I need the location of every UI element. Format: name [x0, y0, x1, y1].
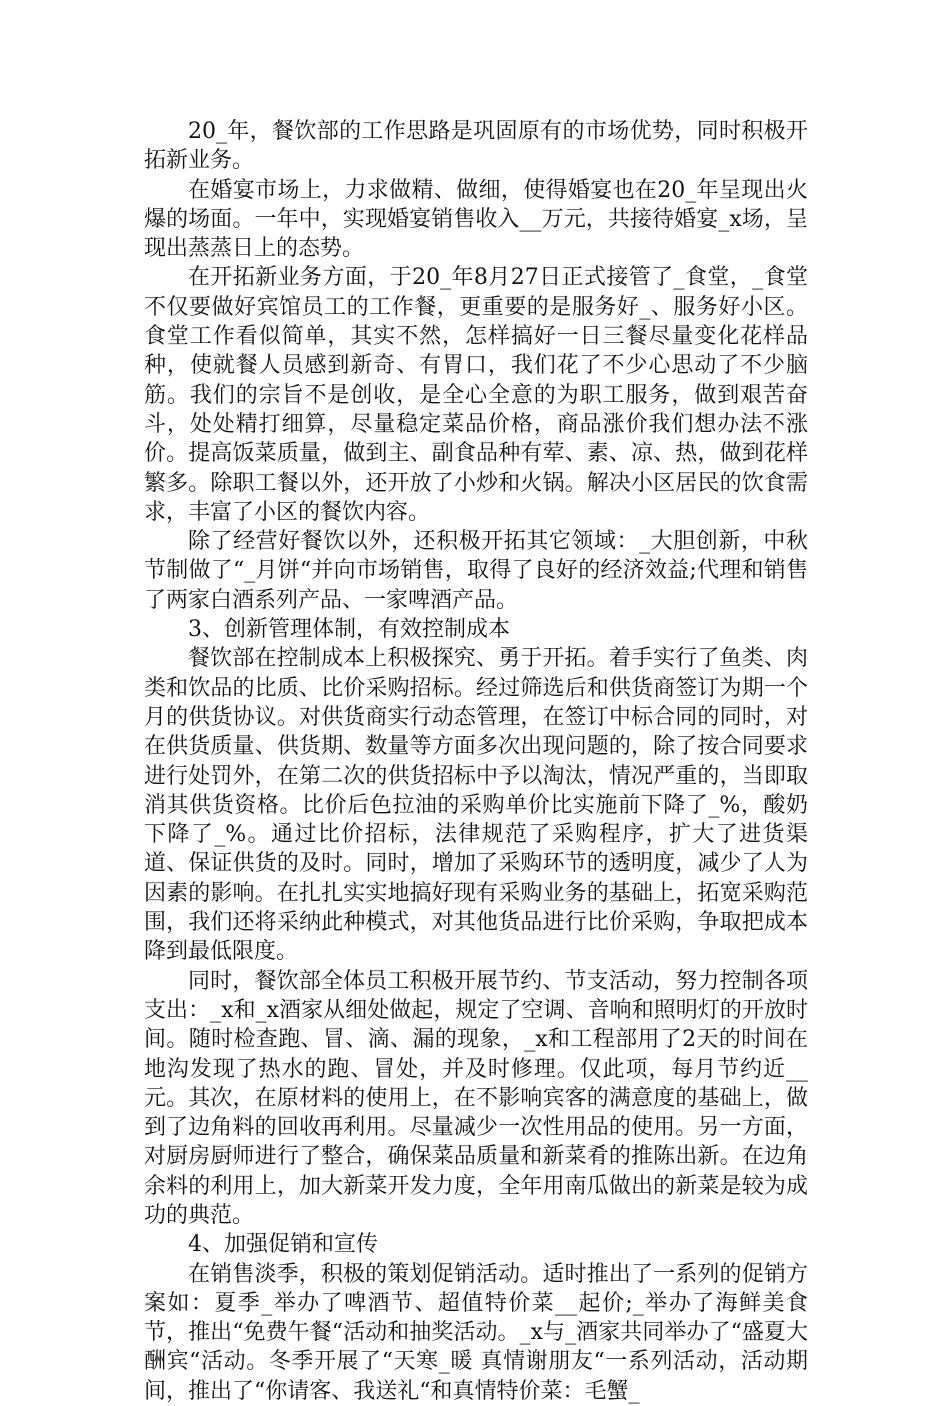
paragraph-work-strategy: 20_年，餐饮部的工作思路是巩固原有的市场优势，同时积极开拓新业务。 — [144, 119, 808, 174]
paragraph-wedding-market: 在婚宴市场上，力求做精、做细，使得婚宴也在20_年呈现出火爆的场面。一年中，实现婚宴销售收入__万元，共接待婚宴_x场，呈现出蒸蒸日上的态势。 — [144, 177, 808, 262]
paragraph-new-business: 在开拓新业务方面，于20_年8月27日正式接管了_食堂，_食堂不仅要做好宾馆员工的工作餐，更重要的是服务好_、服务好小区。食堂工作看似简单，其实不然，怎样搞好一日三餐尽量变化花样品种，使就餐人员感到新奇、有胃口，我们花了不少心思动了不少脑筋。我们的宗旨不是创收，是全心全意的为职工服务，做到艰苦奋斗，处处精打细算，尽量稳定菜品价格，商品涨价我们想办法不涨价。提高饭菜质量，做到主、副食品种有荤、素、凉、热，做到花样繁多。除职工餐以外，还开放了小炒和火锅。解决小区居民的饮食需求，丰富了小区的餐饮内容。 — [144, 265, 808, 525]
paragraph-promotion-activities: 在销售淡季，积极的策划促销活动。适时推出了一系列的促销方案如：夏季_举办了啤酒节、超值特价菜__起价;_举办了海鲜美食节，推出“免费午餐“活动和抽奖活动。_x与_酒家共同举办了“盛夏大酬宾“活动。冬季开展了“天寒_暖 真情谢朋友“一系列活动，活动期间，推出了“你请客、我送礼“和真情特价菜：毛蟹_ — [144, 1261, 808, 1404]
paragraph-procurement: 餐饮部在控制成本上积极探究、勇于开拓。着手实行了鱼类、肉类和饮品的比质、比价采购招标。经过筛选后和供货商签订为期一个月的供货协议。对供货商实行动态管理，在签订中标合同的同时，对在供货质量、供货期、数量等方面多次出现问题的，除了按合同要求进行处罚外，在第二次的供货招标中予以淘汰，情况严重的，当即取消其供货资格。比价后色拉油的采购单价比实施前下降了_%，酸奶下降了_%。通过比价招标，法律规范了采购程序，扩大了进货渠道、保证供货的及时。同时，增加了采购环节的透明度，减少了人为因素的影响。在扎扎实实地搞好现有采购业务的基础上，拓宽采购范围，我们还将采纳此种模式，对其他货品进行比价采购，争取把成本降到最低限度。 — [144, 646, 808, 965]
paragraph-savings: 同时，餐饮部全体员工积极开展节约、节支活动，努力控制各项支出：_x和_x酒家从细处做起，规定了空调、音响和照明灯的开放时间。随时检查跑、冒、滴、漏的现象，_x和工程部用了2天的时间在地沟发现了热水的跑、冒处，并及时修理。仅此项，每月节约近__元。其次，在原材料的使用上，在不影响宾客的满意度的基础上，做到了边角料的回收再利用。尽量减少一次性用品的使用。另一方面，对厨房厨师进行了整合，确保菜品质量和新菜肴的推陈出新。在边角余料的利用上，加大新菜开发力度，全年用南瓜做出的新菜是较为成功的典范。 — [144, 968, 808, 1228]
section-heading-promotion: 4、加强促销和宣传 — [188, 1232, 378, 1258]
paragraph-other-fields: 除了经营好餐饮以外，还积极开拓其它领域：_大胆创新，中秋节制做了“_月饼“并向市场销售，取得了良好的经济效益;代理和销售了两家白酒系列产品、一家啤酒产品。 — [144, 529, 808, 613]
document-body — [144, 117, 808, 1406]
section-heading-cost-control: 3、创新管理体制，有效控制成本 — [188, 617, 510, 643]
